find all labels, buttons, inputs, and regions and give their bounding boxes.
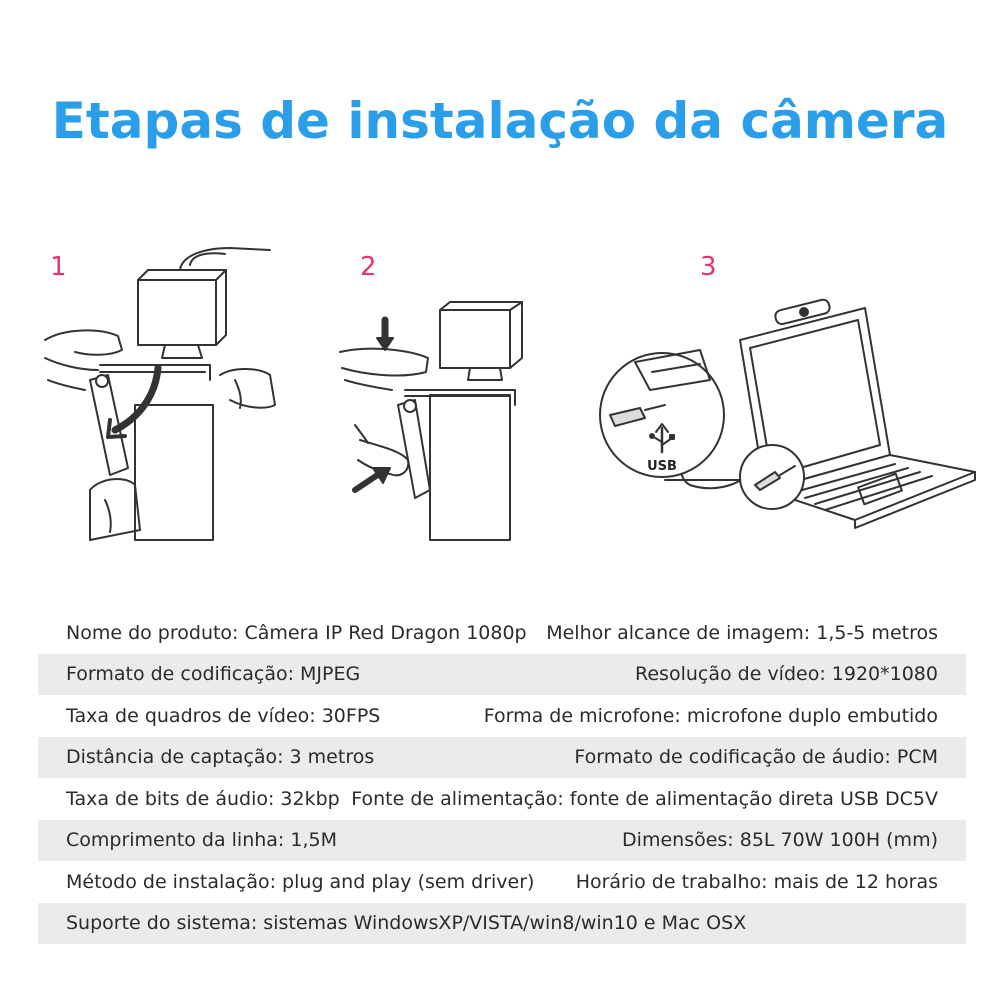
spec-row — [38, 820, 966, 862]
laptop-usb-connection-illustration — [590, 240, 985, 550]
spec-right: Forma de microfone: microfone duplo embutido — [483, 704, 938, 727]
step-1 — [30, 240, 290, 550]
step-number: 1 — [50, 252, 67, 282]
spec-table — [38, 612, 966, 944]
spec-row — [38, 861, 966, 903]
spec-left: Formato de codificação: MJPEG — [66, 663, 361, 686]
camera-clip-unfold-illustration — [30, 240, 290, 550]
spec-row — [38, 778, 966, 820]
usb-label: USB — [647, 459, 677, 474]
spec-row — [38, 612, 966, 654]
spec-row — [38, 737, 966, 779]
spec-right: Horário de trabalho: mais de 12 horas — [575, 870, 938, 893]
step-number: 2 — [360, 252, 377, 282]
installation-steps — [0, 240, 1000, 550]
spec-right: Melhor alcance de imagem: 1,5-5 metros — [546, 621, 938, 644]
spec-left: Taxa de bits de áudio: 32kbp — [66, 787, 340, 810]
step-number: 3 — [700, 252, 717, 282]
step-3 — [590, 240, 985, 550]
spec-left: Nome do produto: Câmera IP Red Dragon 1080p — [66, 621, 527, 644]
spec-right: Fonte de alimentação: fonte de alimentação direta USB DC5V — [351, 787, 938, 810]
spec-row — [38, 695, 966, 737]
spec-left: Distância de captação: 3 metros — [66, 746, 375, 769]
camera-clip-mount-illustration — [330, 240, 550, 550]
spec-left: Comprimento da linha: 1,5M — [66, 829, 337, 852]
spec-left: Taxa de quadros de vídeo: 30FPS — [66, 704, 381, 727]
spec-left: Suporte do sistema: sistemas WindowsXP/VISTA/win8/win10 e Mac OSX — [66, 912, 747, 935]
spec-right: Resolução de vídeo: 1920*1080 — [635, 663, 938, 686]
spec-right: Dimensões: 85L 70W 100H (mm) — [622, 829, 938, 852]
spec-right: Formato de codificação de áudio: PCM — [574, 746, 938, 769]
spec-row — [38, 654, 966, 696]
spec-left: Método de instalação: plug and play (sem driver) — [66, 870, 535, 893]
spec-row — [38, 903, 966, 945]
page-title: Etapas de instalação da câmera — [51, 92, 949, 150]
step-2 — [330, 240, 550, 550]
